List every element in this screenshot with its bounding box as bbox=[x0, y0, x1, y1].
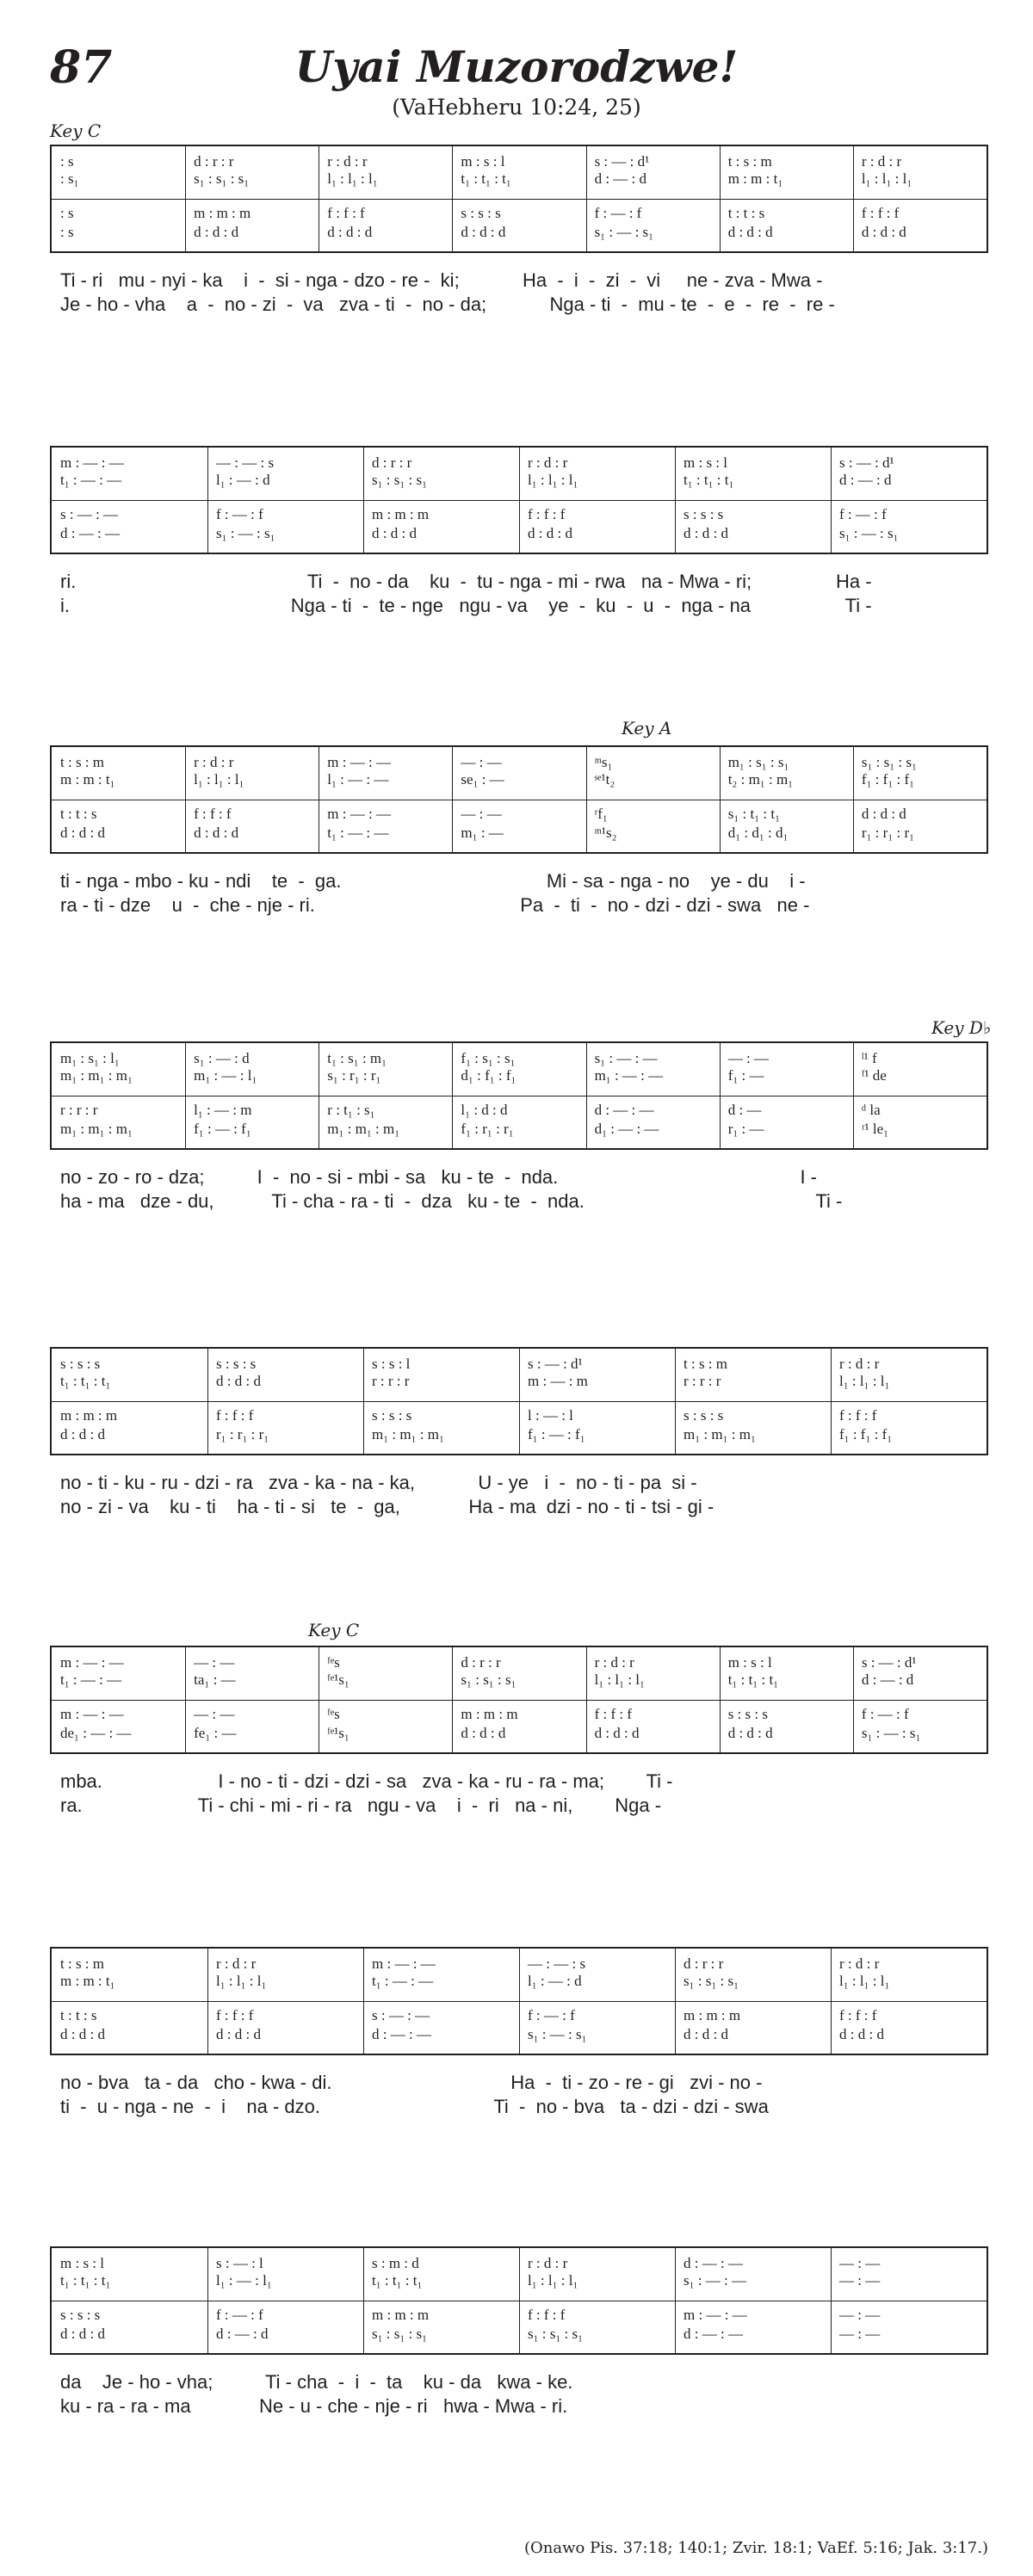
solfa-measure: t₁ : — : — bbox=[372, 1973, 434, 1989]
solfa-measure: r₁ : — bbox=[727, 1121, 764, 1137]
solfa-measure: ta₁ : — bbox=[194, 1671, 236, 1688]
solfa-measure: s₁ : s₁ : s₁ bbox=[861, 754, 917, 770]
solfa-measure: d : — : d bbox=[594, 170, 647, 187]
solfa-voice-row bbox=[52, 1067, 987, 1084]
footer-references: (Onawo Pis. 37:18; 140:1; Zvir. 18:1; VaEf. 5:16; Jak. 3:17.) bbox=[524, 2539, 988, 2557]
solfa-measure: m₁ : m₁ : m₁ bbox=[327, 1121, 400, 1137]
solfa-measure: s₁ : s₁ : s₁ bbox=[461, 1671, 516, 1688]
solfa-measure: l₁ : — : m bbox=[194, 1102, 252, 1118]
solfa-measure: ʳf₁ bbox=[594, 806, 608, 822]
solfa-measure: — : — bbox=[839, 2326, 881, 2342]
lyric-line: da Je - ho - vha; Ti - cha - i - ta ku - da kwa - ke. bbox=[60, 2371, 573, 2393]
solfa-measure: m : s : l bbox=[684, 454, 728, 471]
solfa-measure: m : s : l bbox=[727, 1654, 772, 1671]
solfa-measure: d : r : r bbox=[194, 153, 234, 170]
solfa-measure: s : s : s bbox=[461, 205, 501, 221]
solfa-voice-row bbox=[52, 170, 987, 188]
solfa-measure: : s bbox=[60, 205, 74, 221]
solfa-measure: s₁ : — : s₁ bbox=[528, 2026, 587, 2042]
solfa-measure: m : s : l bbox=[461, 153, 505, 170]
solfa-measure: d : d : d bbox=[861, 224, 906, 240]
solfa-measure: d : — : — bbox=[594, 1102, 654, 1118]
solfa-measure: t₂ : m₁ : m₁ bbox=[727, 771, 794, 788]
solfa-measure: s₁ : s₁ : s₁ bbox=[194, 170, 250, 187]
solfa-measure: s : s : l bbox=[372, 1356, 411, 1372]
solfa-measure: ᵐ¹s₂ bbox=[594, 825, 617, 841]
solfa-measure: s₁ : — : s₁ bbox=[216, 525, 275, 541]
solfa-voice-row bbox=[52, 525, 987, 542]
solfa-measure: t : t : s bbox=[60, 806, 97, 822]
solfa-measure: t₁ : — : — bbox=[327, 825, 389, 841]
solfa-voice-row bbox=[52, 205, 987, 222]
key-signature-label: Key D♭ bbox=[931, 1017, 992, 1038]
solfa-system bbox=[50, 446, 988, 554]
solfa-measure: : s bbox=[60, 153, 74, 170]
solfa-measure: s₁ : s₁ : s₁ bbox=[372, 2326, 428, 2342]
solfa-measure: s₁ : — : s₁ bbox=[839, 525, 899, 541]
lyric-line: ti - nga - mbo - ku - ndi te - ga. Mi - sa - nga - no ye - du i - bbox=[60, 870, 806, 892]
solfa-measure: m : m : m bbox=[60, 1407, 118, 1424]
solfa-measure: ᶠᵉs bbox=[327, 1654, 340, 1671]
solfa-system bbox=[50, 1646, 988, 1754]
solfa-measure: f₁ : f₁ : f₁ bbox=[861, 771, 915, 788]
solfa-measure: f₁ : f₁ : f₁ bbox=[839, 1426, 893, 1442]
solfa-measure: — : — bbox=[839, 2272, 881, 2289]
solfa-measure: t : s : m bbox=[684, 1356, 728, 1372]
solfa-measure: d : — : — bbox=[684, 2255, 743, 2271]
solfa-measure: m : s : l bbox=[60, 2255, 105, 2271]
solfa-system bbox=[50, 1347, 988, 1455]
solfa-system bbox=[50, 145, 988, 253]
solfa-measure: f : f : f bbox=[194, 806, 232, 822]
solfa-voice-row bbox=[52, 2326, 987, 2343]
solfa-measure: r : d : r bbox=[839, 1955, 880, 1972]
solfa-measure: r : d : r bbox=[528, 2255, 568, 2271]
solfa-measure: d : d : d bbox=[528, 525, 572, 541]
solfa-measure: r : t₁ : s₁ bbox=[327, 1102, 375, 1118]
solfa-measure: t : s : m bbox=[60, 754, 105, 770]
solfa-measure: s₁ : — : — bbox=[594, 1050, 658, 1066]
solfa-measure: m₁ : m₁ : m₁ bbox=[372, 1426, 444, 1442]
solfa-measure: d₁ : f₁ : f₁ bbox=[461, 1067, 516, 1084]
solfa-measure: d : d : d bbox=[684, 2026, 728, 2042]
solfa-measure: r : d : r bbox=[861, 153, 902, 170]
solfa-measure: ᶠ¹ de bbox=[861, 1067, 887, 1084]
solfa-voice-row bbox=[52, 1955, 987, 1973]
solfa-measure: r : d : r bbox=[327, 153, 368, 170]
solfa-measure: f : f : f bbox=[528, 506, 566, 522]
solfa-measure: t₁ : t₁ : t₁ bbox=[684, 472, 734, 488]
solfa-measure: s₁ : — : d bbox=[194, 1050, 250, 1066]
key-signature-label: Key C bbox=[50, 120, 102, 141]
solfa-measure: m : m : t₁ bbox=[60, 1973, 115, 1989]
lyric-line: Ti - ri mu - nyi - ka i - si - nga - dzo - re - ki; Ha - i - zi - vi ne - zva - Mwa - bbox=[60, 269, 823, 291]
solfa-measure: d : d : d bbox=[727, 224, 773, 240]
solfa-measure: d : d : d bbox=[727, 1725, 773, 1741]
solfa-measure: f : f : f bbox=[327, 205, 365, 221]
solfa-voice-row bbox=[52, 1973, 987, 1990]
solfa-measure: d : r : r bbox=[461, 1654, 501, 1671]
solfa-measure: t₁ : — : — bbox=[60, 1671, 122, 1688]
solfa-measure: m : — : — bbox=[684, 2307, 747, 2323]
staff-divider bbox=[52, 1700, 987, 1701]
solfa-voice-row bbox=[52, 1706, 987, 1723]
solfa-measure: d : d : d bbox=[60, 825, 105, 841]
solfa-measure: d : d : d bbox=[60, 2026, 105, 2042]
solfa-measure: ˢᵉ¹t₂ bbox=[594, 771, 615, 788]
solfa-measure: f₁ : s₁ : s₁ bbox=[461, 1050, 516, 1066]
solfa-measure: d : d : d bbox=[594, 1725, 640, 1741]
solfa-measure: r : d : r bbox=[594, 1654, 634, 1671]
solfa-measure: fe₁ : — bbox=[194, 1725, 237, 1741]
solfa-measure: l₁ : l₁ : l₁ bbox=[327, 170, 378, 187]
solfa-voice-row bbox=[52, 2272, 987, 2289]
solfa-measure: — : — bbox=[461, 806, 502, 822]
solfa-voice-row bbox=[52, 2255, 987, 2272]
solfa-measure: s : — : d¹ bbox=[839, 454, 894, 471]
solfa-measure: ᵐs₁ bbox=[594, 754, 613, 770]
solfa-measure: f : — : f bbox=[594, 205, 642, 221]
solfa-voice-row bbox=[52, 153, 987, 170]
solfa-voice-row bbox=[52, 1654, 987, 1671]
solfa-measure: — : — bbox=[727, 1050, 769, 1066]
solfa-measure: m : m : m bbox=[372, 2307, 430, 2323]
solfa-measure: d : d : d bbox=[461, 224, 506, 240]
solfa-measure: s : — : d¹ bbox=[594, 153, 650, 170]
solfa-voice-row bbox=[52, 224, 987, 241]
solfa-measure: d : r : r bbox=[684, 1955, 724, 1972]
solfa-measure: m₁ : m₁ : m₁ bbox=[684, 1426, 756, 1442]
solfa-measure: — : — bbox=[839, 2307, 881, 2323]
lyric-line: mba. I - no - ti - dzi - dzi - sa zva - ka - ru - ra - ma; Ti - bbox=[60, 1770, 673, 1792]
solfa-measure: f : — : f bbox=[839, 506, 887, 522]
solfa-measure: s : — : d¹ bbox=[861, 1654, 917, 1671]
solfa-measure: m : — : — bbox=[372, 1955, 436, 1972]
key-signature-label: Key C bbox=[308, 1620, 360, 1640]
solfa-measure: l₁ : l₁ : l₁ bbox=[528, 2272, 578, 2289]
solfa-measure: d : — : d bbox=[861, 1671, 914, 1688]
solfa-measure: t : t : s bbox=[60, 2007, 97, 2023]
solfa-measure: d : d : d bbox=[327, 224, 373, 240]
solfa-measure: f : f : f bbox=[216, 2007, 254, 2023]
solfa-measure: m : — : m bbox=[528, 1373, 588, 1389]
solfa-measure: — : — bbox=[194, 1654, 235, 1671]
solfa-voice-row bbox=[52, 1050, 987, 1067]
solfa-measure: f : f : f bbox=[839, 2007, 877, 2023]
solfa-measure: ᶠᵉ¹s₁ bbox=[327, 1725, 349, 1741]
solfa-measure: f : f : f bbox=[839, 1407, 877, 1424]
solfa-measure: s₁ : — : s₁ bbox=[861, 1725, 921, 1741]
solfa-measure: r : d : r bbox=[194, 754, 234, 770]
solfa-measure: l₁ : l₁ : l₁ bbox=[594, 1671, 645, 1688]
solfa-measure: s : — : d¹ bbox=[528, 1356, 583, 1372]
lyric-line: ti - u - nga - ne - i na - dzo. Ti - no - bva ta - dzi - dzi - swa bbox=[60, 2096, 769, 2117]
solfa-measure: s₁ : s₁ : s₁ bbox=[684, 1973, 739, 1989]
solfa-measure: d : d : d bbox=[372, 525, 417, 541]
solfa-measure: l₁ : l₁ : l₁ bbox=[839, 1973, 890, 1989]
solfa-measure: f : f : f bbox=[528, 2307, 566, 2323]
solfa-measure: f : — : f bbox=[216, 2307, 263, 2323]
solfa-measure: d : — bbox=[727, 1102, 762, 1118]
solfa-measure: m : m : m bbox=[194, 205, 251, 221]
solfa-measure: t : s : m bbox=[60, 1955, 105, 1972]
key-signature-label: Key A bbox=[622, 718, 672, 738]
solfa-measure: s : s : s bbox=[60, 1356, 101, 1372]
solfa-measure: r : d : r bbox=[216, 1955, 257, 1972]
solfa-measure: l₁ : — : d bbox=[528, 1973, 582, 1989]
solfa-voice-row bbox=[52, 1426, 987, 1443]
lyric-line: ha - ma dze - du, Ti - cha - ra - ti - dza ku - te - nda. Ti - bbox=[60, 1190, 843, 1212]
solfa-system bbox=[50, 1947, 988, 2055]
lyric-line: no - zo - ro - dza; I - no - si - mbi - sa ku - te - nda. I - bbox=[60, 1166, 817, 1188]
solfa-measure: ᶠᵉ¹s₁ bbox=[327, 1671, 349, 1688]
solfa-measure: r : r : r bbox=[684, 1373, 721, 1389]
solfa-measure: — : — bbox=[839, 2255, 881, 2271]
solfa-voice-row bbox=[52, 1407, 987, 1424]
solfa-measure: s : s : s bbox=[216, 1356, 257, 1372]
solfa-measure: t₁ : t₁ : t₁ bbox=[372, 2272, 423, 2289]
solfa-measure: l : — : l bbox=[528, 1407, 573, 1424]
solfa-voice-row bbox=[52, 2026, 987, 2043]
solfa-measure: d : r : r bbox=[372, 454, 412, 471]
solfa-measure: — : — : s bbox=[216, 454, 275, 471]
solfa-measure: s₁ : s₁ : s₁ bbox=[528, 2326, 584, 2342]
solfa-voice-row bbox=[52, 472, 987, 489]
solfa-measure: s₁ : s₁ : s₁ bbox=[372, 472, 428, 488]
solfa-voice-row bbox=[52, 825, 987, 842]
solfa-measure: t₁ : t₁ : t₁ bbox=[60, 1373, 111, 1389]
solfa-measure: f : — : f bbox=[528, 2007, 575, 2023]
lyric-line: ri. Ti - no - da ku - tu - nga - mi - rwa na - Mwa - ri; Ha - bbox=[60, 571, 872, 592]
solfa-measure: f₁ : — : f₁ bbox=[194, 1121, 251, 1137]
solfa-voice-row bbox=[52, 2307, 987, 2324]
solfa-measure: d : d : d bbox=[216, 1373, 261, 1389]
solfa-system bbox=[50, 745, 988, 854]
solfa-voice-row bbox=[52, 454, 987, 472]
solfa-voice-row bbox=[52, 1373, 987, 1390]
solfa-measure: r : r : r bbox=[372, 1373, 410, 1389]
solfa-measure: l₁ : — : — bbox=[327, 771, 389, 788]
solfa-measure: d : d : d bbox=[861, 806, 906, 822]
solfa-measure: s : — : — bbox=[372, 2007, 430, 2023]
solfa-measure: l₁ : l₁ : l₁ bbox=[839, 1373, 890, 1389]
solfa-measure: s₁ : r₁ : r₁ bbox=[327, 1067, 381, 1084]
solfa-measure: l₁ : l₁ : l₁ bbox=[216, 1973, 267, 1989]
solfa-system bbox=[50, 1041, 988, 1150]
solfa-measure: f : — : f bbox=[216, 506, 263, 522]
lyric-line: no - ti - ku - ru - dzi - ra zva - ka - na - ka, U - ye i - no - ti - pa si - bbox=[60, 1472, 697, 1493]
solfa-measure: d : d : d bbox=[684, 525, 728, 541]
solfa-measure: t₁ : t₁ : t₁ bbox=[60, 2272, 111, 2289]
solfa-measure: f₁ : — : f₁ bbox=[528, 1426, 585, 1442]
solfa-measure: t₁ : — : — bbox=[60, 472, 122, 488]
solfa-measure: r : r : r bbox=[60, 1102, 98, 1118]
lyric-line: ra - ti - dze u - che - nje - ri. Pa - ti - no - dzi - dzi - swa ne - bbox=[60, 894, 810, 916]
solfa-measure: l₁ : l₁ : l₁ bbox=[528, 472, 578, 488]
solfa-measure: d : d : d bbox=[216, 2026, 261, 2042]
solfa-measure: d₁ : — : — bbox=[594, 1121, 659, 1137]
solfa-voice-row bbox=[52, 1725, 987, 1742]
solfa-voice-row bbox=[52, 1121, 987, 1138]
solfa-measure: d : d : d bbox=[60, 1426, 105, 1442]
solfa-measure: t : t : s bbox=[727, 205, 765, 221]
solfa-measure: d : d : d bbox=[60, 2326, 105, 2342]
solfa-measure: s : s : s bbox=[372, 1407, 412, 1424]
solfa-measure: l₁ : l₁ : l₁ bbox=[861, 170, 912, 187]
lyric-line: ku - ra - ra - ma Ne - u - che - nje - ri hwa - Mwa - ri. bbox=[60, 2395, 568, 2417]
solfa-measure: m : — : — bbox=[327, 754, 391, 770]
solfa-measure: d₁ : d₁ : d₁ bbox=[727, 825, 789, 841]
solfa-measure: t : s : m bbox=[727, 153, 772, 170]
solfa-measure: m₁ : s₁ : l₁ bbox=[60, 1050, 120, 1066]
solfa-measure: s : s : s bbox=[60, 2307, 101, 2323]
solfa-measure: t₁ : t₁ : t₁ bbox=[461, 170, 511, 187]
solfa-measure: m : — : — bbox=[327, 806, 391, 822]
solfa-measure: t₁ : t₁ : t₁ bbox=[727, 1671, 779, 1688]
solfa-measure: f : — : f bbox=[861, 1706, 909, 1722]
solfa-measure: d : — : — bbox=[372, 2026, 431, 2042]
solfa-measure: ˡ¹ f bbox=[861, 1050, 877, 1066]
lyric-line: no - zi - va ku - ti ha - ti - si te - ga, Ha - ma dzi - no - ti - tsi - gi - bbox=[60, 1496, 714, 1517]
solfa-measure: d : d : d bbox=[194, 224, 239, 240]
solfa-measure: s : — : l bbox=[216, 2255, 263, 2271]
solfa-measure: : s₁ bbox=[60, 170, 79, 187]
solfa-voice-row bbox=[52, 1356, 987, 1373]
solfa-measure: s : s : s bbox=[684, 506, 724, 522]
solfa-measure: m₁ : — : l₁ bbox=[194, 1067, 257, 1084]
solfa-system bbox=[50, 2246, 988, 2355]
solfa-voice-row bbox=[52, 506, 987, 523]
solfa-measure: f : f : f bbox=[861, 205, 900, 221]
solfa-measure: d : — : — bbox=[60, 525, 120, 541]
solfa-measure: s : — : — bbox=[60, 506, 119, 522]
lyric-line: i. Nga - ti - te - nge ngu - va ye - ku - u - nga - na Ti - bbox=[60, 595, 872, 616]
solfa-measure: d : d : d bbox=[839, 2026, 884, 2042]
solfa-measure: ᶠᵉs bbox=[327, 1706, 340, 1722]
solfa-measure: m₁ : — bbox=[461, 825, 504, 841]
solfa-measure: d : — : d bbox=[216, 2326, 269, 2342]
solfa-measure: : s bbox=[60, 224, 74, 240]
lyric-line: ra. Ti - chi - mi - ri - ra ngu - va i - ri na - ni, Nga - bbox=[60, 1795, 662, 1816]
scripture-reference: (VaHebheru 10:24, 25) bbox=[392, 95, 641, 120]
solfa-measure: m₁ : — : — bbox=[594, 1067, 664, 1084]
solfa-measure: s : m : d bbox=[372, 2255, 419, 2271]
solfa-measure: f : f : f bbox=[216, 1407, 254, 1424]
lyric-line: no - bva ta - da cho - kwa - di. Ha - ti - zo - re - gi zvi - no - bbox=[60, 2072, 763, 2093]
solfa-measure: r : d : r bbox=[528, 454, 568, 471]
solfa-measure: l₁ : — : l₁ bbox=[216, 2272, 272, 2289]
solfa-voice-row bbox=[52, 1671, 987, 1689]
solfa-measure: ʳ¹ le₁ bbox=[861, 1121, 889, 1137]
solfa-measure: m₁ : s₁ : s₁ bbox=[727, 754, 789, 770]
solfa-voice-row bbox=[52, 2007, 987, 2024]
solfa-measure: d : — : d bbox=[839, 472, 892, 488]
solfa-voice-row bbox=[52, 806, 987, 823]
solfa-voice-row bbox=[52, 754, 987, 771]
solfa-measure: s₁ : — : — bbox=[684, 2272, 746, 2289]
solfa-measure: m : m : t₁ bbox=[727, 170, 783, 187]
solfa-measure: s : s : s bbox=[727, 1706, 768, 1722]
lyric-line: Je - ho - vha a - no - zi - va zva - ti - no - da; Nga - ti - mu - te - e - re - re - bbox=[60, 293, 835, 315]
solfa-measure: m : m : m bbox=[461, 1706, 518, 1722]
solfa-measure: f₁ : — bbox=[727, 1067, 764, 1084]
page-title: Uyai Muzorodzwe! bbox=[294, 41, 739, 92]
solfa-measure: m : — : — bbox=[60, 1654, 124, 1671]
solfa-measure: m : — : — bbox=[60, 1706, 124, 1722]
song-number: 87 bbox=[50, 41, 113, 94]
solfa-measure: de₁ : — : — bbox=[60, 1725, 132, 1741]
solfa-voice-row bbox=[52, 771, 987, 788]
solfa-measure: m₁ : m₁ : m₁ bbox=[60, 1067, 133, 1084]
solfa-measure: t₁ : s₁ : m₁ bbox=[327, 1050, 387, 1066]
solfa-measure: f₁ : r₁ : r₁ bbox=[461, 1121, 514, 1137]
solfa-measure: m : m : t₁ bbox=[60, 771, 115, 788]
solfa-measure: l₁ : — : d bbox=[216, 472, 270, 488]
solfa-measure: s : s : s bbox=[684, 1407, 724, 1424]
solfa-measure: se₁ : — bbox=[461, 771, 504, 788]
solfa-measure: — : — bbox=[461, 754, 502, 770]
solfa-measure: ᵈ la bbox=[861, 1102, 881, 1118]
solfa-measure: l₁ : l₁ : l₁ bbox=[194, 771, 244, 788]
solfa-voice-row bbox=[52, 1102, 987, 1119]
solfa-measure: m : m : m bbox=[372, 506, 430, 522]
solfa-measure: d : — : — bbox=[684, 2326, 743, 2342]
solfa-measure: d : d : d bbox=[461, 1725, 506, 1741]
solfa-measure: m : m : m bbox=[684, 2007, 741, 2023]
solfa-measure: r : d : r bbox=[839, 1356, 880, 1372]
solfa-measure: s₁ : t₁ : t₁ bbox=[727, 806, 780, 822]
staff-divider bbox=[52, 199, 987, 200]
solfa-measure: — : — bbox=[194, 1706, 235, 1722]
solfa-measure: r₁ : r₁ : r₁ bbox=[216, 1426, 269, 1442]
solfa-measure: d : d : d bbox=[194, 825, 239, 841]
solfa-measure: s₁ : — : s₁ bbox=[594, 224, 654, 240]
solfa-measure: r₁ : r₁ : r₁ bbox=[861, 825, 915, 841]
solfa-measure: — : — : s bbox=[528, 1955, 586, 1972]
solfa-measure: m₁ : m₁ : m₁ bbox=[60, 1121, 133, 1137]
solfa-measure: l₁ : d : d bbox=[461, 1102, 508, 1118]
solfa-measure: f : f : f bbox=[594, 1706, 632, 1722]
solfa-measure: m : — : — bbox=[60, 454, 124, 471]
